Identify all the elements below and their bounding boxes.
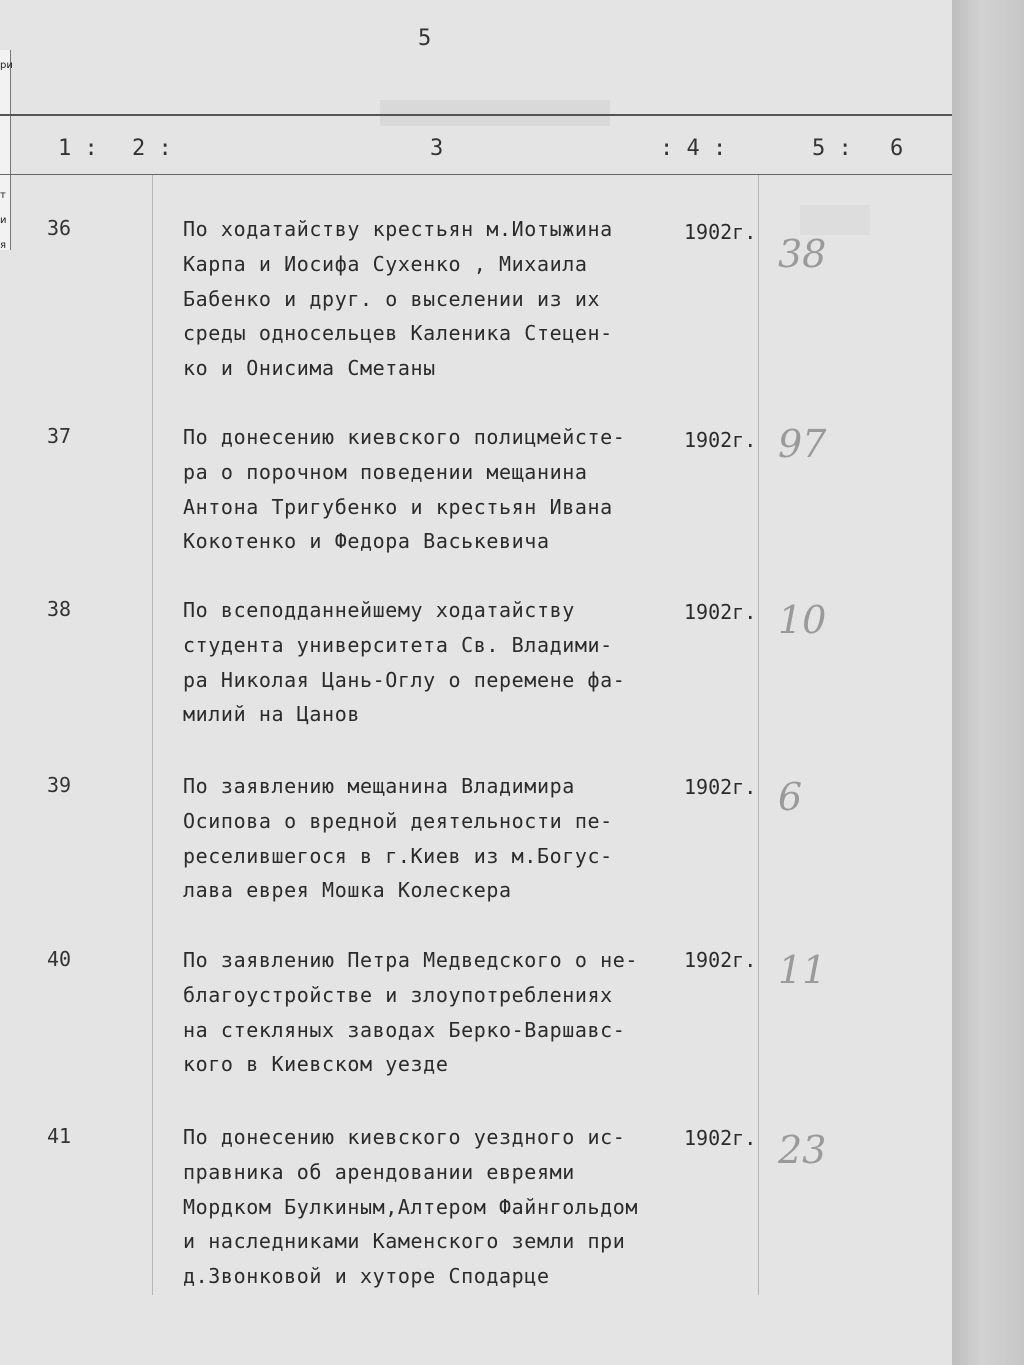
entry-line: милий на Цанов [183, 702, 360, 727]
entry-description [183, 943, 683, 1082]
entry-number: 37 [47, 424, 72, 448]
binding-mark: ри [0, 60, 13, 71]
entry-line: По заявлению Петра Медведского о не- [183, 948, 639, 972]
entry-description [183, 769, 683, 908]
entry-year: 1902г. [684, 1126, 757, 1150]
entry-page-count: 6 [778, 775, 803, 819]
header-bottom-rule [0, 174, 952, 175]
entry-description [183, 420, 683, 559]
bleed-through-shadow [800, 205, 870, 235]
binding-mark: и [0, 215, 7, 226]
column-divider [152, 175, 153, 1295]
entry-line: Кокотенко и Федора Васькевича [183, 529, 550, 554]
entry-number: 36 [47, 216, 72, 240]
entry-number: 38 [47, 597, 72, 621]
column-divider [758, 175, 759, 1295]
entry-line: студента университета Св. Владими- [183, 632, 613, 657]
binding-mark: я [0, 240, 7, 251]
column-header-3: 3 [430, 136, 444, 161]
entry-year: 1902г. [684, 948, 757, 972]
column-header-1: 1 : [58, 136, 98, 161]
entry-description [183, 1120, 683, 1294]
entry-line: Мордком Булкиным,Алтером Файнгольдом [183, 1194, 639, 1219]
binding-strip [0, 50, 11, 250]
entry-number: 39 [47, 773, 72, 797]
entry-year: 1902г. [684, 775, 757, 799]
entry-year: 1902г. [684, 600, 757, 624]
entry-line: ко и Онисима Сметаны [183, 356, 436, 381]
entry-line: Карпа и Иосифа Сухенко , Михаила [183, 251, 588, 276]
entry-line: лава еврея Мошка Колескера [183, 878, 512, 903]
header-top-rule [0, 114, 952, 116]
next-page-edge [952, 0, 1024, 1365]
entry-year: 1902г. [684, 428, 757, 452]
entry-description [183, 593, 683, 732]
entry-description [183, 212, 683, 386]
page-number: 5 [418, 26, 432, 51]
entry-line: По ходатайству крестьян м.Иотыжина [183, 217, 613, 241]
entry-line: кого в Киевском уезде [183, 1052, 449, 1077]
entry-line: и наследниками Каменского земли при [183, 1229, 626, 1254]
entry-page-count: 10 [778, 598, 827, 642]
entry-line: По заявлению мещанина Владимира [183, 774, 575, 798]
entry-line: По донесению киевского уездного ис- [183, 1125, 626, 1149]
column-header-5: 5 : [812, 136, 852, 161]
entry-line: благоустройстве и злоупотреблениях [183, 982, 613, 1007]
entry-line: По всеподданнейшему ходатайству [183, 598, 575, 622]
entry-line: Антона Тригубенко и крестьян Ивана [183, 494, 613, 519]
column-header-6: 6 [890, 136, 904, 161]
entry-number: 40 [47, 947, 72, 971]
entry-line: ра о порочном поведении мещанина [183, 459, 588, 484]
binding-mark: т [0, 190, 6, 201]
entry-page-count: 38 [778, 232, 827, 276]
entry-line: д.Звонковой и хуторе Сподарце [183, 1264, 550, 1289]
entry-line: среды односельцев Каленика Стецен- [183, 321, 613, 346]
entry-page-count: 23 [778, 1128, 827, 1172]
bleed-through-shadow [380, 100, 610, 126]
entry-line: ра Николая Цань-Оглу о перемене фа- [183, 667, 626, 692]
entry-year: 1902г. [684, 220, 757, 244]
column-header-4: : 4 : [660, 136, 727, 161]
column-header-2: 2 : [132, 136, 172, 161]
entry-line: на стекляных заводах Берко-Варшавс- [183, 1017, 626, 1042]
entry-line: По донесению киевского полицмейсте- [183, 425, 626, 449]
entry-line: Осипова о вредной деятельности пе- [183, 808, 613, 833]
entry-page-count: 97 [778, 422, 827, 466]
entry-line: Бабенко и друг. о выселении из их [183, 286, 601, 311]
entry-number: 41 [47, 1124, 72, 1148]
entry-line: реселившегося в г.Киев из м.Богус- [183, 843, 613, 868]
entry-line: правника об арендовании евреями [183, 1159, 575, 1184]
entry-page-count: 11 [778, 948, 827, 992]
